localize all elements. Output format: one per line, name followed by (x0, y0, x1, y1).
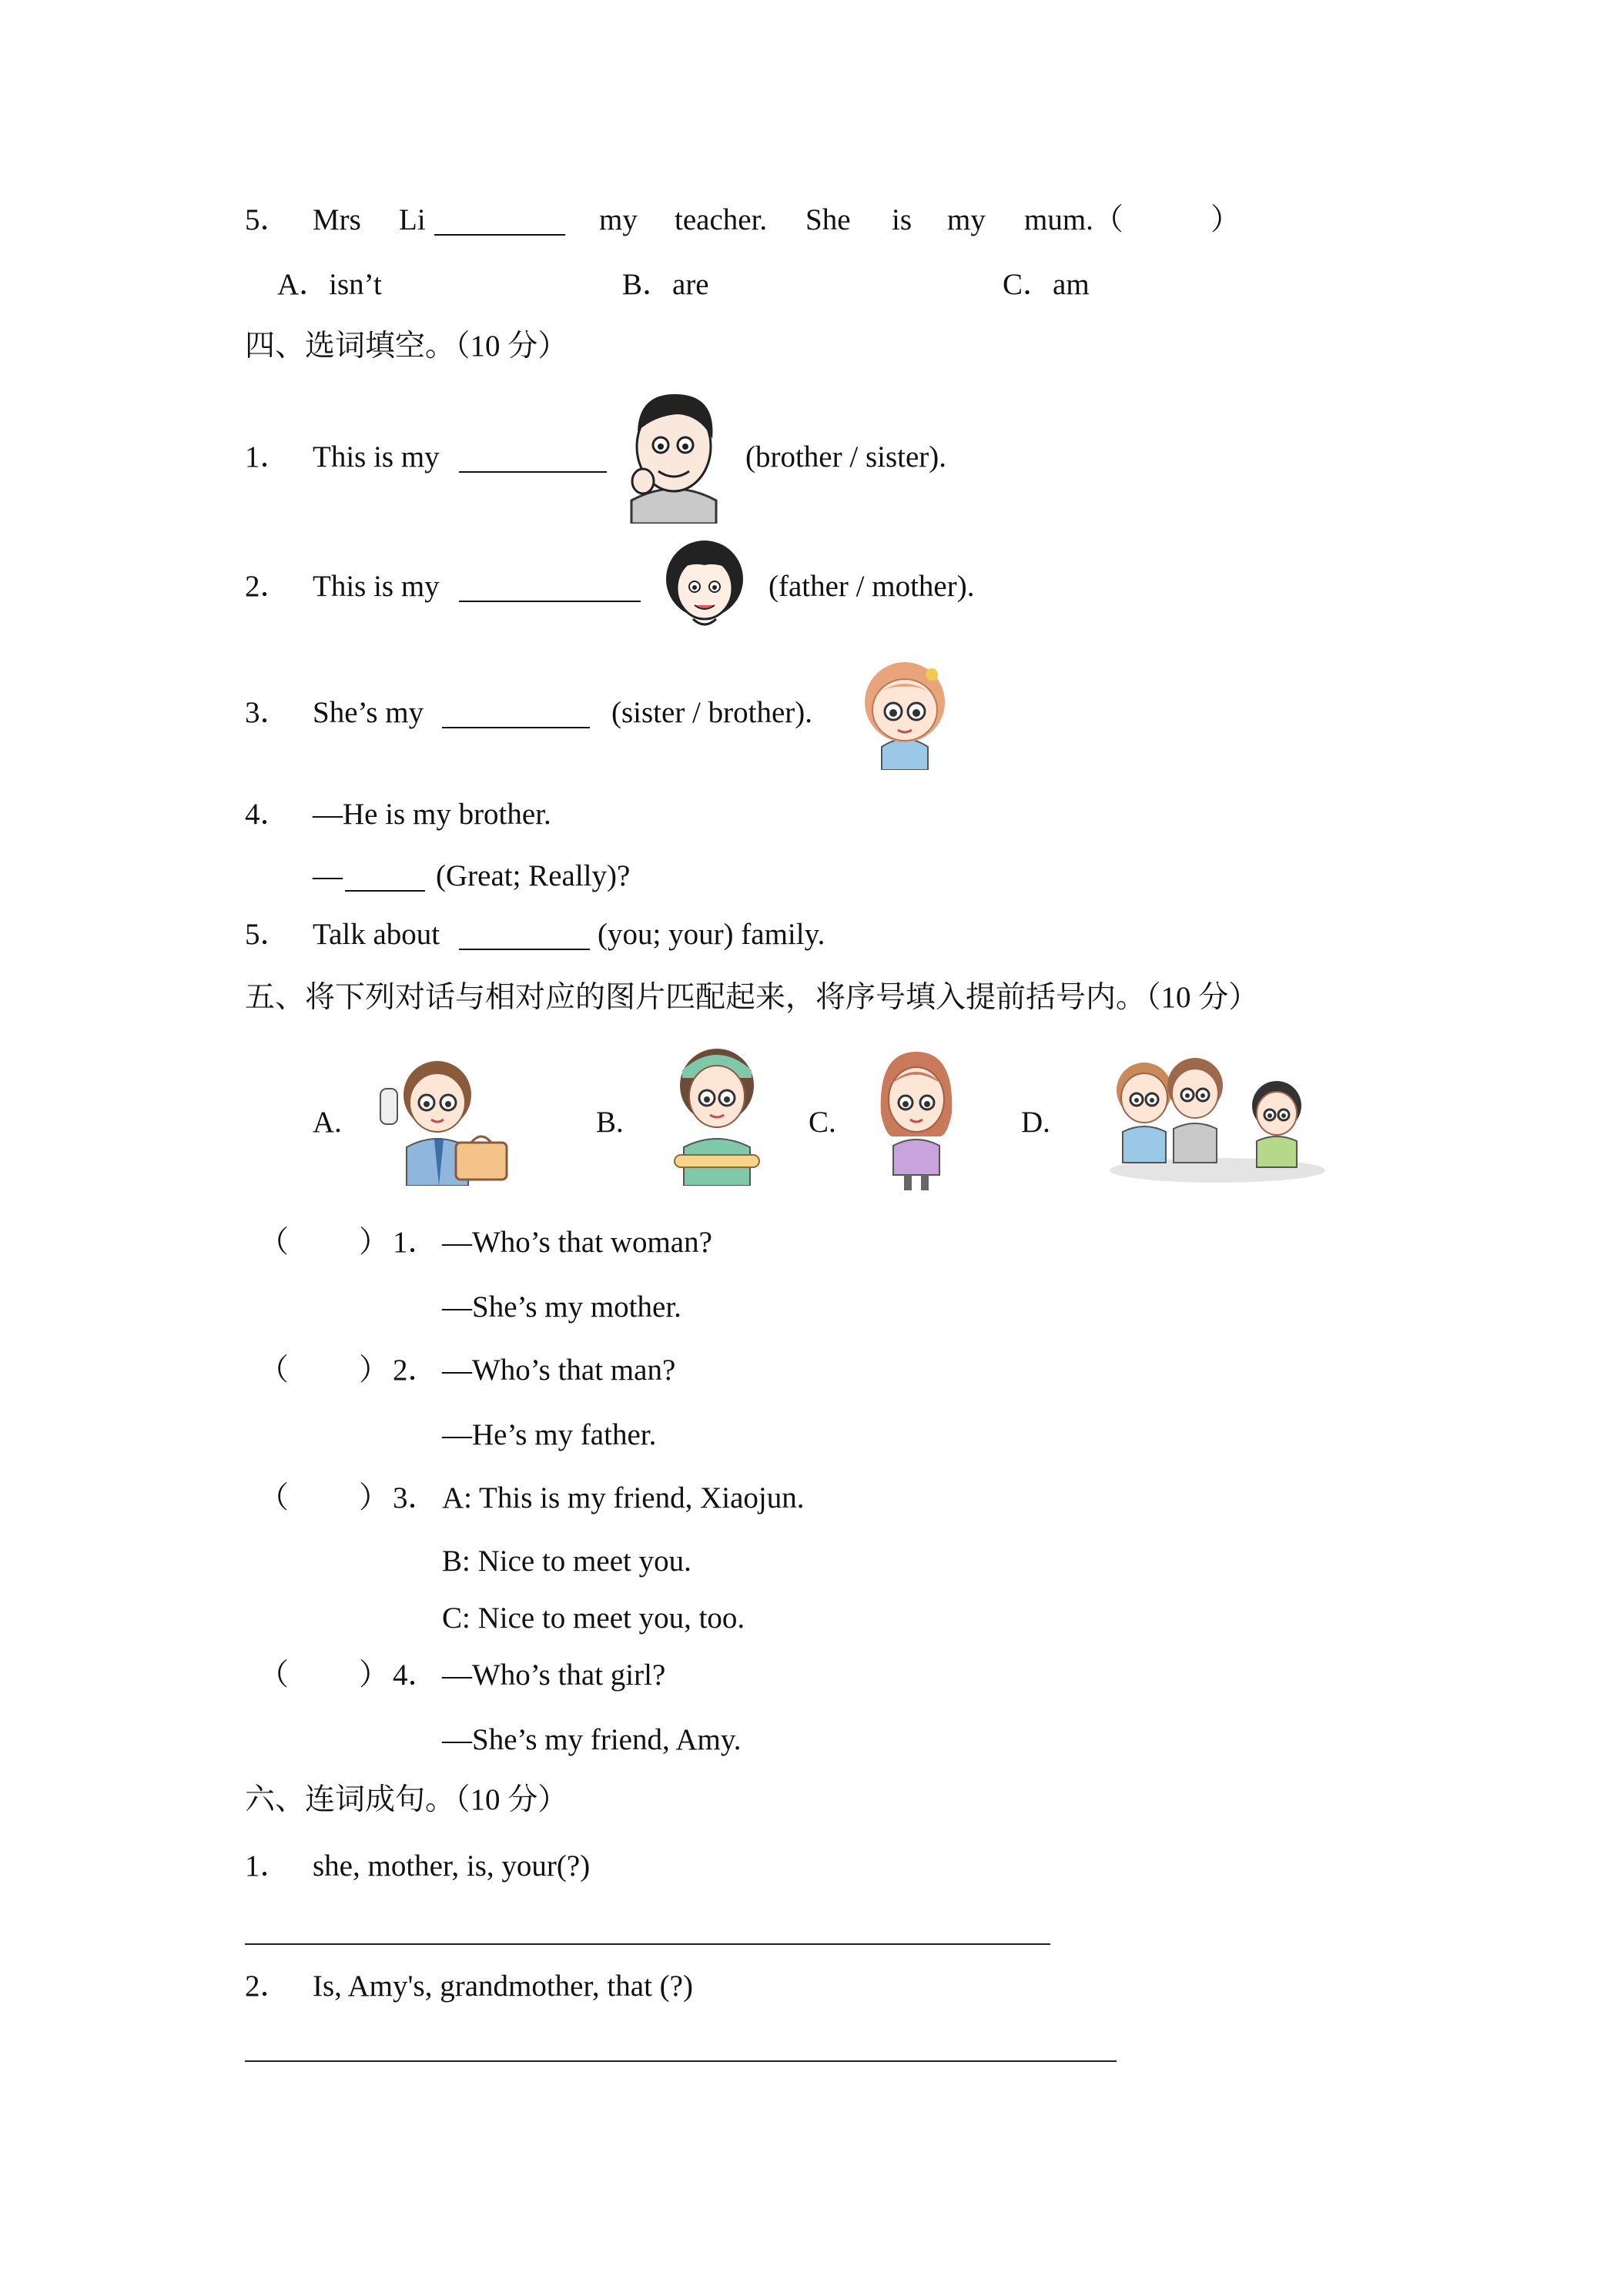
brother-boy-icon (616, 385, 732, 524)
girl-friend-icon (870, 1044, 963, 1190)
question-number: 1． (393, 1226, 438, 1259)
answer-line-1[interactable] (245, 1943, 1050, 1945)
picture-label-a: A. (313, 1106, 342, 1139)
dialogue-line: —Who’s that man? (442, 1354, 676, 1387)
section-4-heading: 四、选词填空。（10 分） (245, 330, 568, 363)
word-list: she, mother, is, your(?) (313, 1849, 591, 1883)
section-6-heading: 六、连词成句。（10 分） (245, 1783, 568, 1816)
word: teacher. (675, 203, 768, 236)
answer-paren-open[interactable]: （ (259, 1658, 290, 1692)
picture-label-d: D. (1021, 1106, 1050, 1139)
answer-paren-close[interactable]: ） (359, 1354, 390, 1387)
answer-line-2[interactable] (245, 2060, 1117, 2062)
prompt-text: Talk about (313, 918, 440, 951)
word: Li (399, 203, 426, 236)
dialogue-line: —He is my brother. (313, 798, 551, 831)
question-number: 5． (245, 918, 290, 951)
answer-blank[interactable] (442, 701, 590, 738)
answer-blank[interactable] (459, 922, 590, 959)
choice-text: (father / mother). (768, 570, 975, 603)
word: is (892, 203, 912, 236)
dash: — (313, 859, 343, 892)
answer-paren-close[interactable]: ） (359, 1226, 390, 1259)
section-5-heading: 五、将下列对话与相对应的图片匹配起来，将序号填入提前括号内。（10 分） (245, 981, 1259, 1014)
prompt-text: She’s my (313, 696, 424, 729)
option-c[interactable]: C．am (1003, 268, 1090, 301)
question-number: 2． (245, 1970, 290, 2003)
word: ） (1210, 203, 1241, 236)
picture-label-c: C. (809, 1106, 836, 1139)
option-a[interactable]: A．isn’t (277, 268, 382, 301)
question-number: 4． (245, 798, 290, 831)
answer-blank[interactable] (459, 445, 607, 482)
question-number: 3． (245, 696, 290, 729)
dialogue-line: —Who’s that girl? (442, 1658, 666, 1692)
answer-paren-close[interactable]: ） (359, 1481, 390, 1514)
word: my (947, 203, 986, 236)
question-number: 4． (393, 1658, 438, 1692)
friends-group-icon (1106, 1039, 1329, 1186)
choice-text: (you; your) family. (598, 918, 825, 951)
mother-icon (655, 539, 755, 631)
answer-paren-open[interactable]: （ (259, 1226, 290, 1259)
mother-apron-icon (667, 1039, 767, 1186)
dialogue-line: C: Nice to meet you, too. (442, 1602, 745, 1635)
option-b[interactable]: B．are (622, 268, 709, 301)
word: She (805, 203, 851, 236)
dialogue-line: —She’s my mother. (442, 1290, 681, 1324)
answer-blank[interactable] (434, 208, 565, 245)
dialogue-line: —He’s my father. (442, 1418, 657, 1451)
sister-girl-icon (855, 654, 955, 770)
question-number: 2． (245, 570, 290, 603)
question-number: 3． (393, 1481, 438, 1514)
prompt-text: This is my (313, 570, 440, 603)
dialogue-line: —She’s my friend, Amy. (442, 1723, 742, 1756)
question-number: 1． (245, 1849, 290, 1883)
prompt-text: This is my (313, 440, 440, 474)
word-list: Is, Amy's, grandmother, that (?) (313, 1970, 693, 2003)
dialogue-line: B: Nice to meet you. (442, 1545, 691, 1578)
question-number: 1． (245, 440, 290, 474)
word: mum.（ (1024, 203, 1123, 236)
answer-paren-close[interactable]: ） (359, 1658, 390, 1692)
choice-text: (brother / sister). (745, 440, 947, 474)
picture-label-b: B. (596, 1106, 624, 1139)
choice-text: (Great; Really)? (436, 859, 631, 892)
answer-paren-open[interactable]: （ (259, 1481, 290, 1514)
choice-text: (sister / brother). (611, 696, 813, 729)
dialogue-line: A: This is my friend, Xiaojun. (442, 1481, 805, 1514)
question-number: 5． (245, 203, 290, 236)
word: Mrs (313, 203, 361, 236)
father-businessman-icon (376, 1039, 522, 1186)
question-number: 2． (393, 1354, 438, 1387)
answer-paren-open[interactable]: （ (259, 1354, 290, 1387)
word: my (599, 203, 638, 236)
dialogue-line: —Who’s that woman? (442, 1226, 712, 1259)
answer-blank[interactable] (459, 574, 641, 611)
answer-blank[interactable] (345, 864, 425, 901)
